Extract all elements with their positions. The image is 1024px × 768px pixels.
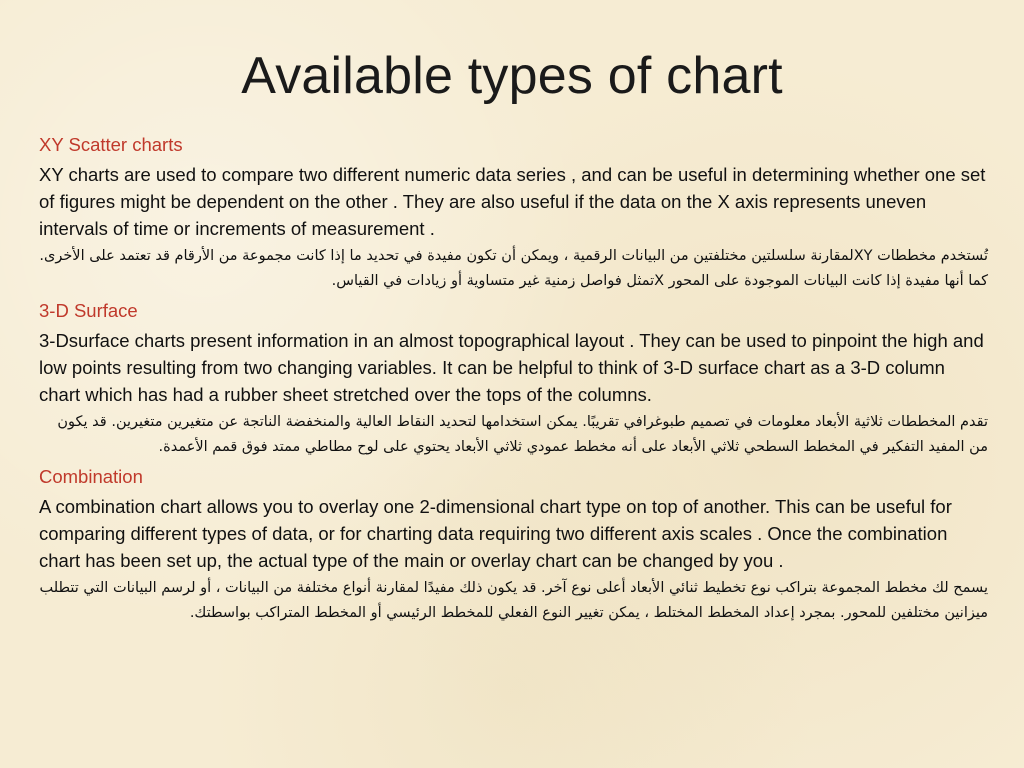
english-paragraph: 3-Dsurface charts present information in an almost topographical layout . They can be used to pinpoint the high and low points resulting from two changing variables. It can be helpful to think of 3-D surface chart as a 3-D column chart which has had a rubber sheet stretched over the tops of the columns. — [39, 330, 984, 405]
arabic-paragraph: تُستخدم مخططات XYلمقارنة سلسلتين مختلفتين من البيانات الرقمية ، ويمكن أن تكون مفيدة في تحديد ما إذا كانت مجموعة من الأرقام قد تعتمد على الأخرى. كما أنها مفيدة إذا كانت البيانات الموجودة على المحور Xتمثل فواصل زمنية غير متساوية أو زيادات في القياس. — [39, 248, 988, 289]
arabic-paragraph: يسمح لك مخطط المجموعة بتراكب نوع تخطيط ثنائي الأبعاد أعلى نوع آخر. قد يكون ذلك مفيدًا لمقارنة أنواع مختلفة من البيانات ، أو لرسم البيانات التي تتطلب ميزانين مختلفين للمحور. بمجرد إعداد المخطط المختلط ، يمكن تغيير النوع الفعلي للمخطط الرئيسي أو المخطط المتراكب بواسطتك. — [39, 580, 988, 621]
slide-content — [39, 131, 988, 629]
english-paragraph: XY charts are used to compare two different numeric data series , and can be useful in determining whether one set of figures might be dependent on the other . They are also useful if the data on the X axis represents uneven intervals of time or increments of measurement . — [39, 164, 986, 239]
english-paragraph: A combination chart allows you to overlay one 2-dimensional chart type on top of another. This can be useful for comparing different types of data, or for charting data requiring two different axis scales . Once the combination chart has been set up, the actual type of the main or overlay chart can be changed by you . — [39, 496, 952, 571]
section-heading: 3-D Surface — [39, 300, 138, 321]
section-heading: Combination — [39, 466, 143, 487]
section-xy-scatter — [39, 131, 988, 294]
section-heading: XY Scatter charts — [39, 134, 183, 155]
section-3d-surface — [39, 297, 988, 460]
slide-title: Available types of chart — [241, 47, 783, 105]
section-combination — [39, 463, 988, 626]
arabic-paragraph: تقدم المخططات ثلاثية الأبعاد معلومات في تصميم طبوغرافي تقريبًا. يمكن استخدامها لتحديد النقاط العالية والمنخفضة الناتجة عن متغيرين متغيرين. قد يكون من المفيد التفكير في المخطط السطحي ثلاثي الأبعاد على أنه مخطط عمودي ثلاثي الأبعاد يحتوي على لوح مطاطي ممتد فوق قمم الأعمدة. — [57, 414, 988, 455]
